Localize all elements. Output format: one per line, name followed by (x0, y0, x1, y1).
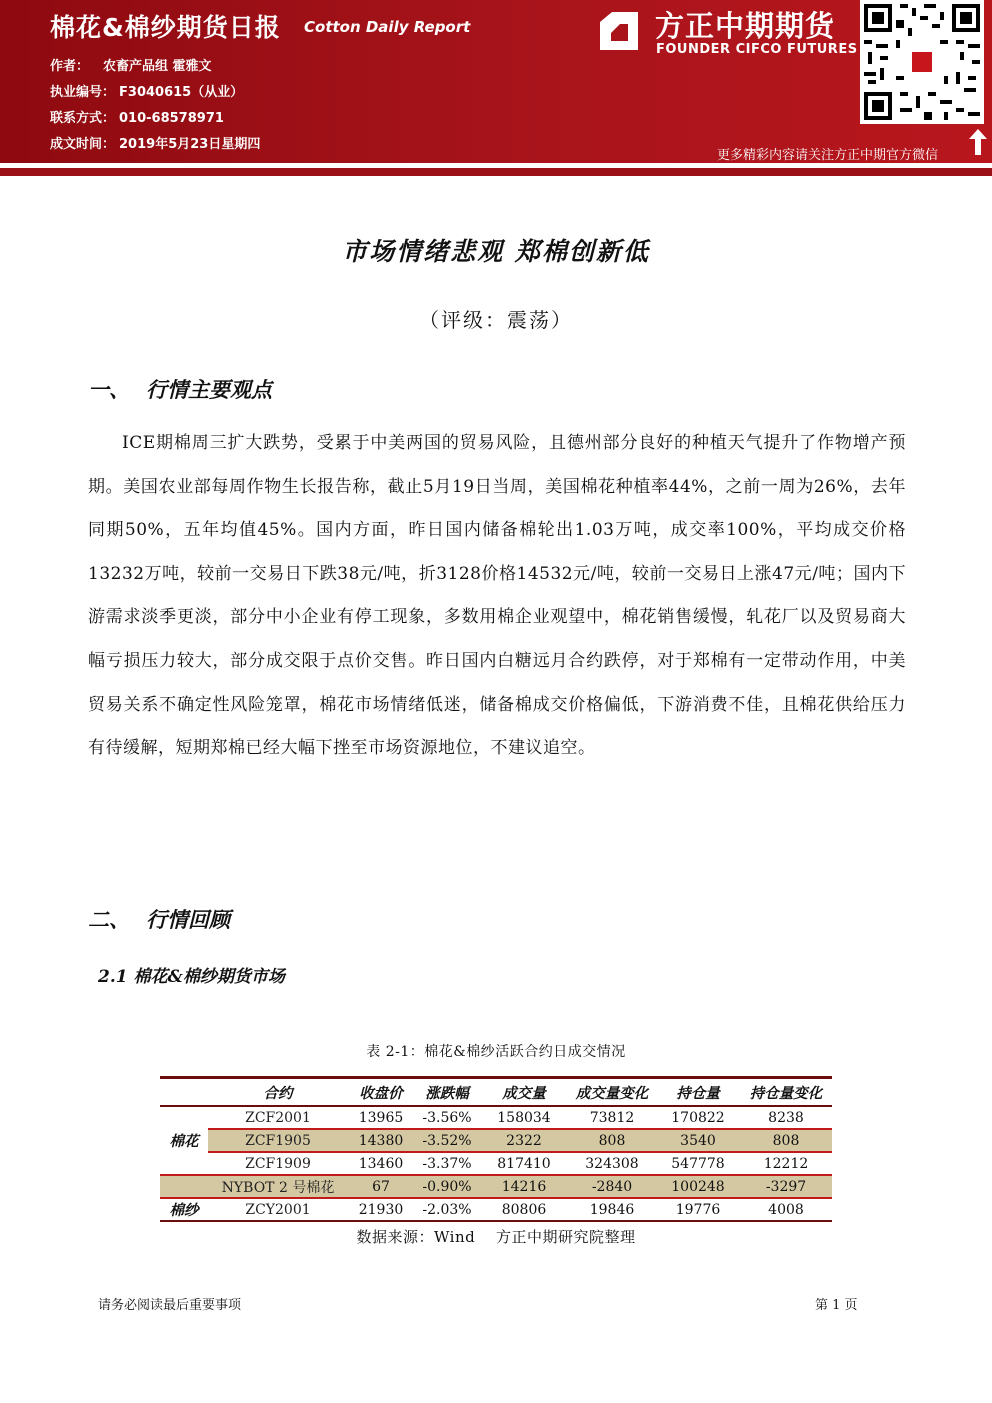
section-heading-views (88, 374, 272, 404)
table-row (160, 1106, 832, 1129)
table-cell: -2.03% (422, 1201, 472, 1218)
header-divider (0, 168, 992, 176)
meta-value: F3040615（从业） (119, 85, 244, 100)
table-cell: 13460 (358, 1155, 404, 1172)
meta-label: 联系方式： (50, 111, 116, 126)
founder-logo-icon (598, 10, 640, 52)
table-row (160, 1198, 832, 1221)
table-cell (160, 1175, 208, 1198)
meta-date (50, 133, 260, 152)
section-number: 二、 (88, 907, 130, 932)
table-cell: 73812 (589, 1109, 635, 1126)
page-number: 第 1 页 (815, 1298, 858, 1313)
column-header: 合约 (263, 1084, 293, 1102)
table-cell: 80806 (501, 1201, 547, 1218)
table-cell: 100248 (656, 1175, 740, 1198)
table-cell: 12212 (763, 1155, 809, 1172)
table-cell: 21930 (358, 1201, 404, 1218)
meta-value: 2019年5月23日星期四 (119, 137, 261, 152)
report-header (0, 0, 992, 163)
table-cell: ZCY2001 (245, 1201, 311, 1218)
table-row (160, 1175, 832, 1198)
subsection-heading: 2.1 棉花&棉纱期货市场 (98, 967, 285, 987)
table-cell: ZCF1905 (208, 1129, 348, 1152)
meta-label: 执业编号： (50, 85, 116, 100)
table-cell: NYBOT 2 号棉花 (208, 1175, 348, 1198)
table-cell: ZCF1909 (245, 1155, 311, 1172)
group-label: 棉花 (160, 1106, 208, 1175)
table-cell: 14216 (480, 1175, 568, 1198)
table-cell: 808 (740, 1129, 832, 1152)
qr-code-icon[interactable] (860, 0, 984, 124)
table-row (160, 1152, 832, 1175)
column-header: 收盘价 (359, 1084, 403, 1102)
meta-value: 010-68578971 (119, 111, 224, 126)
meta-contact (50, 107, 224, 126)
table-cell: 170822 (671, 1109, 725, 1126)
table-cell: 324308 (585, 1155, 639, 1172)
table-cell: 547778 (671, 1155, 725, 1172)
column-header (160, 1078, 208, 1107)
section-heading-review (88, 904, 230, 934)
market-view-paragraph: ICE期棉周三扩大跌势，受累于中美两国的贸易风险，且德州部分良好的种植天气提升了作物增产预期。美国农业部每周作物生长报告称，截止5月19日当周，美国棉花种植率44%，之前一周为26%，去年同期50%，五年均值45%。国内方面，昨日国内储备棉轮出1.03万吨，成交率100%，平均成交价格13232万吨，较前一交易日下跌38元/吨，折3128价格14532元/吨，较前一交易日上涨47元/吨；国内下游需求淡季更淡，部分中小企业有停工现象，多数用棉企业观望中，棉花销售缓慢，轧花厂以及贸易商大幅亏损压力较大，部分成交限于点价交售。昨日国内白糖远月合约跌停，对于郑棉有一定带动作用，中美贸易关系不确定性风险笼罩，棉花市场情绪低迷，储备棉成交价格偏低，下游消费不佳，且棉花供给压力有待缓解，短期郑棉已经大幅下挫至市场资源地位，不建议追空。 (88, 433, 906, 759)
table-caption: 表 2-1：棉花&棉纱活跃合约日成交情况 (366, 1044, 626, 1060)
meta-author (50, 55, 212, 74)
table-cell: -3.37% (422, 1155, 472, 1172)
table-cell: 8238 (768, 1109, 804, 1126)
report-series-subtitle: Cotton Daily Report (304, 18, 471, 36)
column-header: 成交量变化 (575, 1084, 649, 1102)
report-title: 市场情绪悲观 郑棉创新低 (342, 237, 650, 266)
section-title: 行情主要观点 (146, 377, 272, 402)
table-cell: 2322 (480, 1129, 568, 1152)
table-row (160, 1129, 832, 1152)
footer-disclaimer-note: 请务必阅读最后重要事项 (98, 1298, 242, 1313)
meta-label: 成文时间： (50, 137, 116, 152)
report-rating: （评级：震荡） (419, 308, 573, 332)
company-name-cn: 方正中期期货 (655, 9, 836, 43)
section-title: 行情回顾 (146, 907, 230, 932)
table-cell: 13965 (358, 1109, 404, 1126)
report-series-title: 棉花&棉纱期货日报 (50, 13, 281, 42)
column-header: 涨跌幅 (425, 1084, 469, 1102)
table-cell: 3540 (656, 1129, 740, 1152)
company-name-en: FOUNDER CIFCO FUTURES (656, 42, 858, 57)
arrow-up-icon (968, 128, 988, 156)
table-cell: ZCF2001 (245, 1109, 311, 1126)
table-cell: -3.56% (422, 1109, 472, 1126)
table-cell: 4008 (768, 1201, 804, 1218)
group-label: 棉纱 (160, 1198, 208, 1221)
column-header: 持仓量 (676, 1084, 720, 1102)
meta-label: 作者： (50, 59, 90, 74)
table-cell: 19846 (589, 1201, 635, 1218)
table-cell: -0.90% (414, 1175, 480, 1198)
wechat-follow-note: 更多精彩内容请关注方正中期官方微信 (717, 148, 939, 163)
table-cell: -2840 (568, 1175, 656, 1198)
table-cell: 67 (348, 1175, 414, 1198)
table-header-row (160, 1078, 832, 1107)
section-number: 一、 (88, 377, 130, 402)
meta-value: 农畜产品组 霍雅文 (103, 59, 212, 74)
table-source-note: 数据来源：Wind 方正中期研究院整理 (356, 1228, 636, 1246)
table-cell: -3.52% (414, 1129, 480, 1152)
table-cell: 158034 (497, 1109, 551, 1126)
meta-license (50, 81, 243, 100)
table-cell: 817410 (497, 1155, 551, 1172)
column-header: 成交量 (502, 1084, 546, 1102)
column-header: 持仓量变化 (749, 1084, 823, 1102)
table-cell: -3297 (740, 1175, 832, 1198)
table-cell: 14380 (348, 1129, 414, 1152)
table-cell: 808 (568, 1129, 656, 1152)
futures-trading-table (160, 1076, 832, 1222)
table-cell: 19776 (675, 1201, 721, 1218)
